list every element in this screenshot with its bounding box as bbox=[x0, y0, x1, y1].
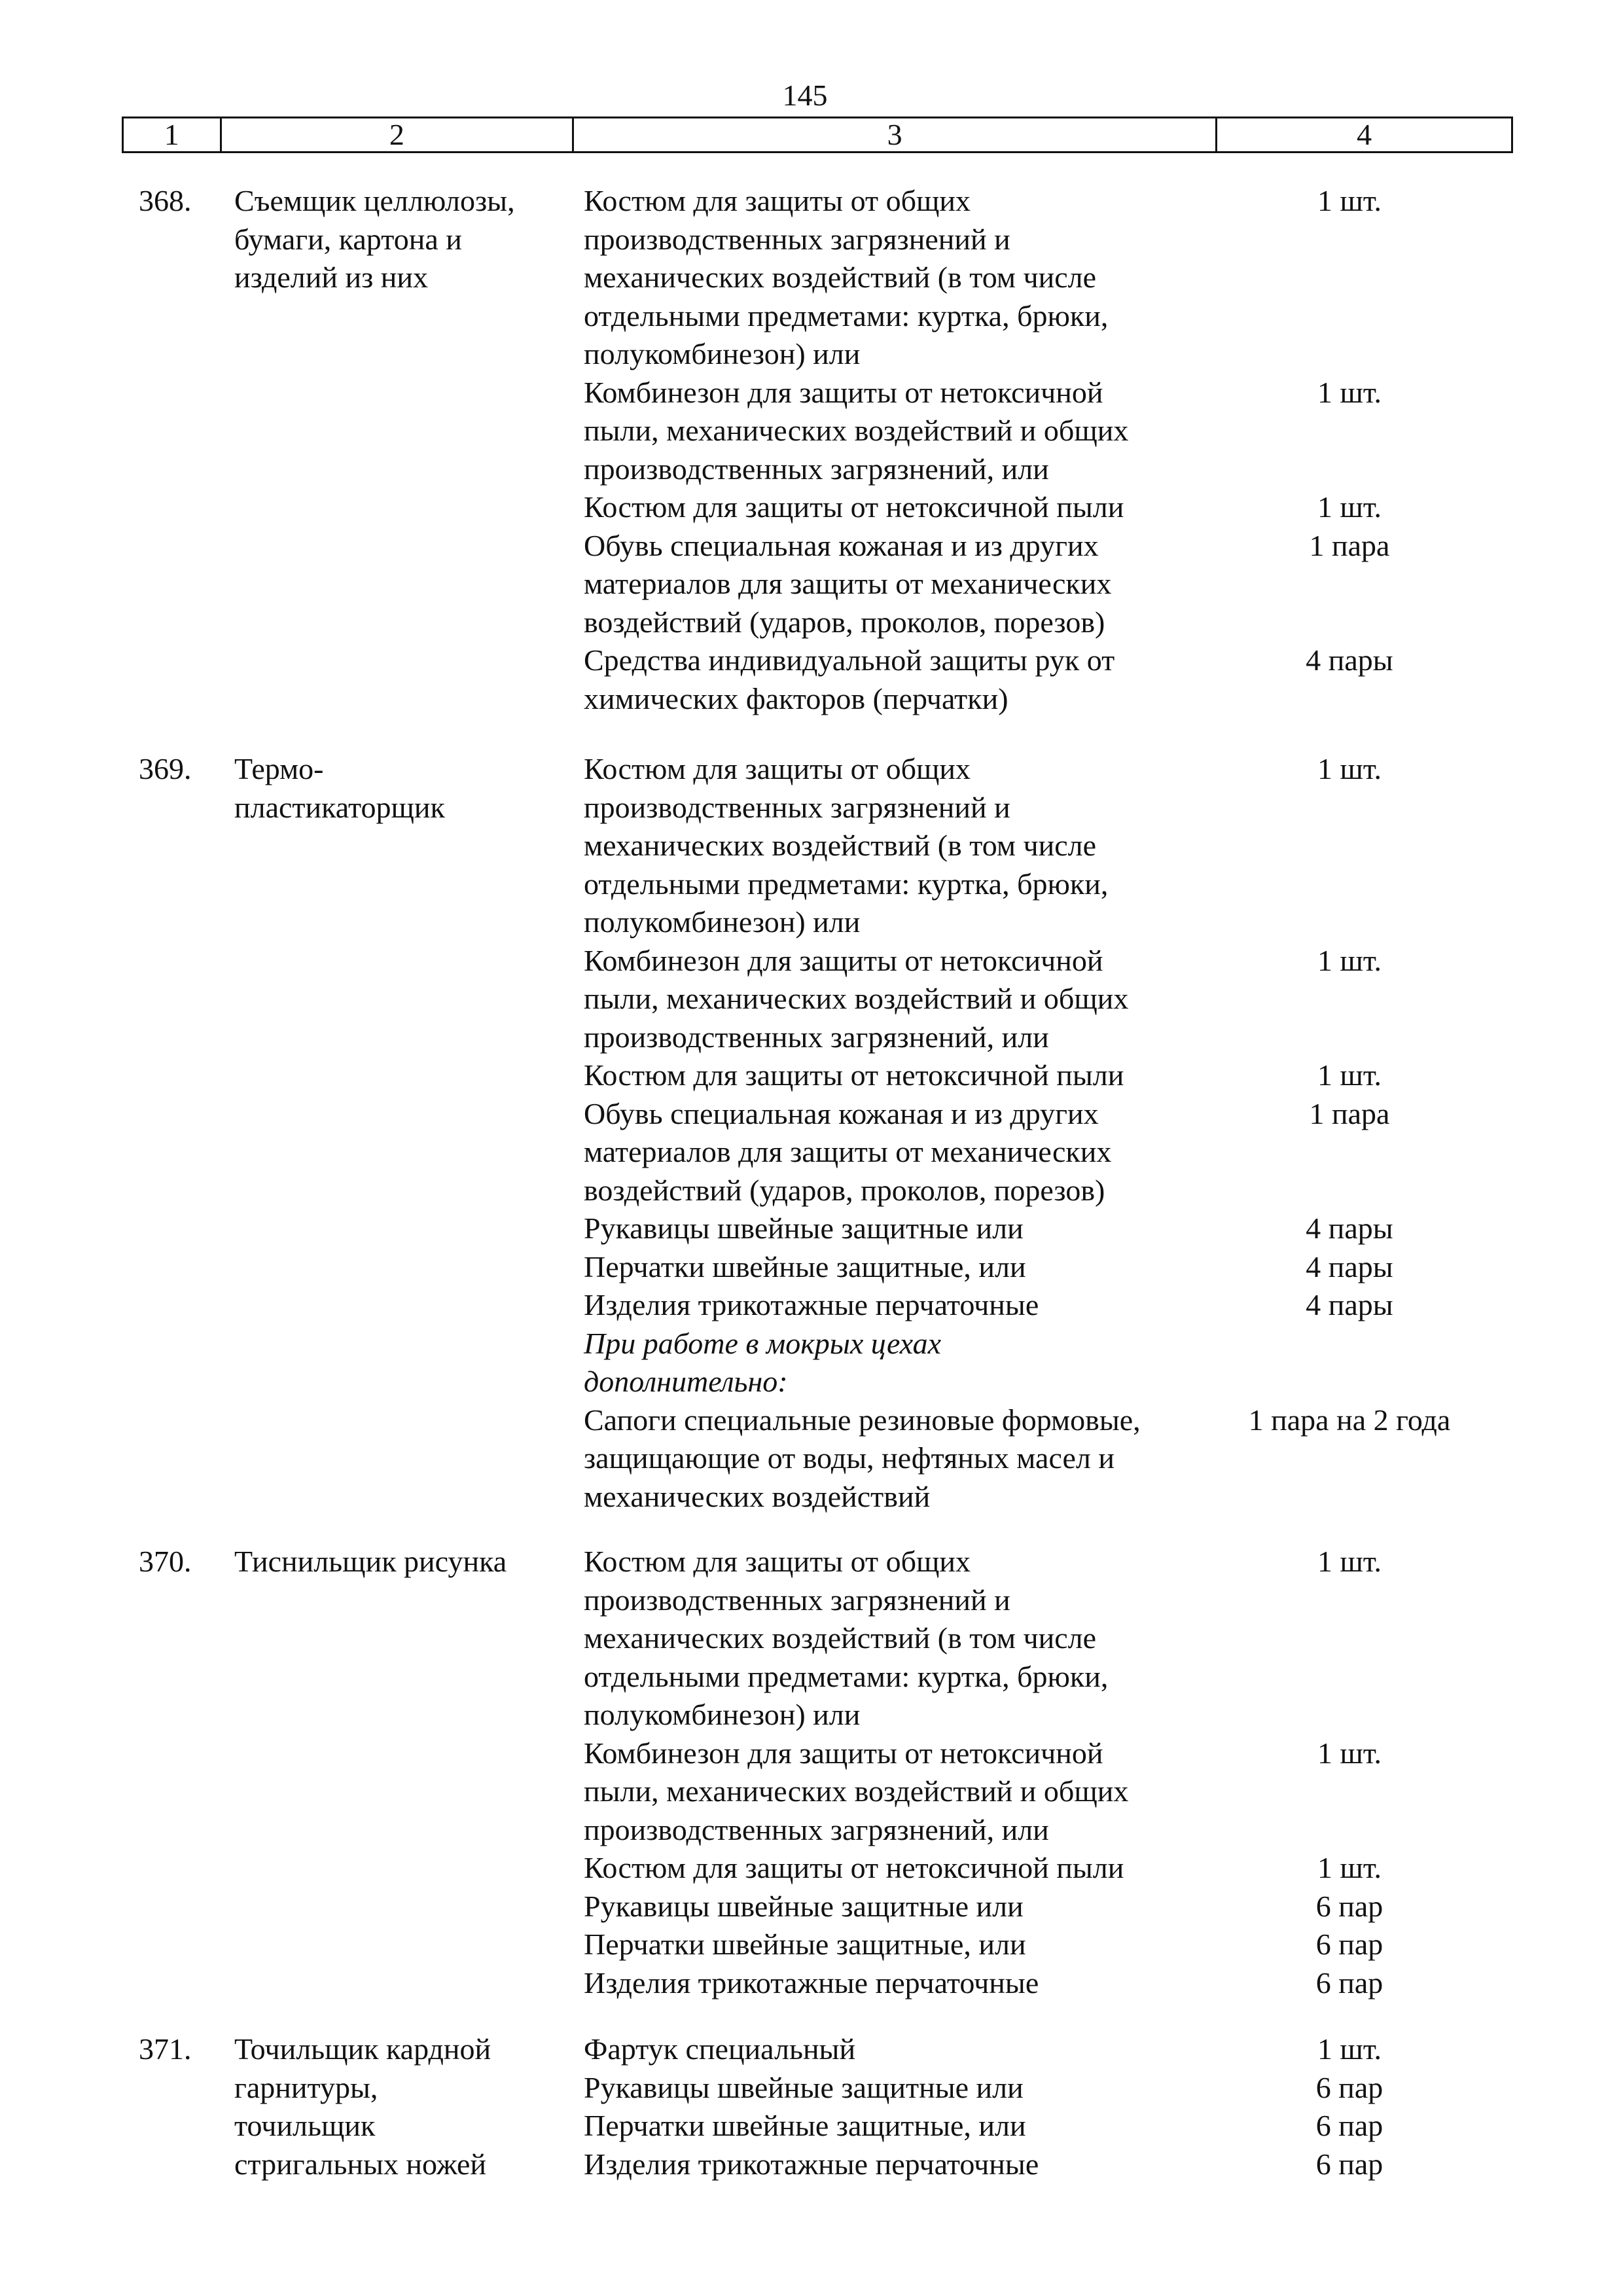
ppe-description-line: воздействий (ударов, проколов, порезов) bbox=[584, 605, 1105, 639]
ppe-description-line: производственных загрязнений, или bbox=[584, 1812, 1049, 1846]
ppe-item bbox=[584, 750, 1500, 942]
ppe-description bbox=[584, 2145, 1232, 2184]
ppe-item bbox=[584, 1964, 1500, 2003]
ppe-description-line: Обувь специальная кожаная и из других bbox=[584, 528, 1099, 562]
ppe-description-line: механических воздействий (в том числе bbox=[584, 260, 1097, 294]
ppe-quantity: 4 пары bbox=[1306, 1211, 1393, 1245]
ppe-description bbox=[584, 750, 1232, 942]
ppe-description-line: Перчатки швейные защитные, или bbox=[584, 2109, 1026, 2142]
column-header-4: 4 bbox=[1357, 118, 1372, 151]
ppe-item bbox=[584, 182, 1500, 374]
ppe-quantity: 1 шт. bbox=[1317, 1058, 1382, 1092]
ppe-quantity: 6 пар bbox=[1315, 1889, 1383, 1923]
profession-name bbox=[234, 182, 575, 297]
ppe-quantity: 1 шт. bbox=[1317, 184, 1382, 217]
profession-name bbox=[234, 750, 575, 827]
ppe-description-line: механических воздействий bbox=[584, 1479, 931, 1513]
ppe-description-line: полукомбинезон) или bbox=[584, 905, 861, 939]
ppe-description-line: Комбинезон для защиты от нетоксичной bbox=[584, 943, 1103, 977]
ppe-quantity: 1 шт. bbox=[1317, 2032, 1382, 2066]
ppe-quantity: 4 пары bbox=[1306, 1288, 1393, 1321]
ppe-description bbox=[584, 1210, 1232, 1248]
profession-line: гарнитуры, bbox=[234, 2070, 378, 2104]
ppe-item bbox=[584, 2030, 1500, 2069]
ppe-description-line: Фартук специальный bbox=[584, 2032, 856, 2066]
ppe-description bbox=[584, 1734, 1232, 1850]
ppe-description-line: Костюм для защиты от общих bbox=[584, 752, 971, 785]
ppe-description-line: производственных загрязнений и bbox=[584, 222, 1010, 256]
ppe-description-line: Обувь специальная кожаная и из других bbox=[584, 1096, 1099, 1130]
ppe-quantity: 1 пара bbox=[1309, 528, 1390, 562]
ppe-quantity: 1 шт. bbox=[1317, 752, 1382, 785]
column-header-1: 1 bbox=[124, 118, 222, 151]
ppe-item bbox=[584, 1401, 1500, 1516]
ppe-description-line: производственных загрязнений, или bbox=[584, 1020, 1049, 1054]
column-header-3: 3 bbox=[574, 118, 1217, 151]
ppe-description bbox=[584, 374, 1232, 489]
row-number: 371. bbox=[139, 2032, 192, 2066]
ppe-description-line: дополнительно: bbox=[584, 1365, 788, 1398]
ppe-quantity: 6 пар bbox=[1315, 1928, 1383, 1961]
ppe-description-line: отдельными предметами: куртка, брюки, bbox=[584, 867, 1109, 901]
profession-line: Тиснильщик рисунка bbox=[234, 1545, 507, 1578]
ppe-description-line: пыли, механических воздействий и общих bbox=[584, 982, 1129, 1015]
ppe-description bbox=[584, 1056, 1232, 1095]
ppe-description bbox=[584, 1325, 1232, 1401]
ppe-description-line: Перчатки швейные защитные, или bbox=[584, 1928, 1026, 1961]
ppe-description bbox=[584, 1543, 1232, 1734]
ppe-item bbox=[584, 488, 1500, 527]
profession-name bbox=[234, 1543, 575, 1581]
ppe-description-line: Комбинезон для защиты от нетоксичной bbox=[584, 1736, 1103, 1770]
ppe-item bbox=[584, 1926, 1500, 1964]
profession-line: пластикаторщик bbox=[234, 790, 445, 824]
profession-name bbox=[234, 2030, 575, 2183]
column-header-row bbox=[122, 117, 1513, 153]
ppe-item bbox=[584, 1095, 1500, 1210]
ppe-description-line: Рукавицы швейные защитные или bbox=[584, 1889, 1024, 1923]
row-number: 368. bbox=[139, 184, 192, 217]
profession-line: Точильщик кардной bbox=[234, 2032, 491, 2066]
ppe-quantity: 1 шт. bbox=[1317, 1736, 1382, 1770]
ppe-quantity: 1 шт. bbox=[1317, 1545, 1382, 1578]
ppe-item bbox=[584, 2069, 1500, 2108]
ppe-description-line: механических воздействий (в том числе bbox=[584, 829, 1097, 862]
ppe-description-line: материалов для защиты от механических bbox=[584, 567, 1112, 600]
ppe-description-line: пыли, механических воздействий и общих bbox=[584, 414, 1129, 447]
ppe-description-line: воздействий (ударов, проколов, порезов) bbox=[584, 1173, 1105, 1207]
ppe-quantity: 6 пар bbox=[1315, 2147, 1383, 2181]
ppe-description-line: производственных загрязнений и bbox=[584, 790, 1010, 824]
ppe-description-line: полукомбинезон) или bbox=[584, 337, 861, 370]
profession-line: бумаги, картона и bbox=[234, 222, 462, 256]
ppe-description-line: При работе в мокрых цехах bbox=[584, 1326, 941, 1360]
ppe-description-line: отдельными предметами: куртка, брюки, bbox=[584, 1659, 1109, 1693]
ppe-quantity: 1 пара bbox=[1309, 1096, 1390, 1130]
ppe-description-line: Изделия трикотажные перчаточные bbox=[584, 1288, 1039, 1321]
ppe-description bbox=[584, 1095, 1232, 1210]
ppe-item bbox=[584, 374, 1500, 489]
ppe-description-line: Костюм для защиты от нетоксичной пыли bbox=[584, 1058, 1124, 1092]
ppe-quantity: 4 пары bbox=[1306, 643, 1393, 677]
ppe-item bbox=[584, 942, 1500, 1057]
ppe-description-line: материалов для защиты от механических bbox=[584, 1135, 1112, 1168]
ppe-description bbox=[584, 1964, 1232, 2003]
row-number: 369. bbox=[139, 752, 192, 785]
ppe-item bbox=[584, 2145, 1500, 2184]
profession-line: Съемщик целлюлозы, bbox=[234, 184, 515, 217]
profession-line: точильщик bbox=[234, 2109, 376, 2142]
ppe-description bbox=[584, 2107, 1232, 2145]
profession-line: изделий из них bbox=[234, 260, 428, 294]
ppe-description bbox=[584, 488, 1232, 527]
ppe-description bbox=[584, 1401, 1232, 1516]
ppe-description bbox=[584, 2069, 1232, 2108]
ppe-description-line: Костюм для защиты от общих bbox=[584, 1545, 971, 1578]
ppe-description bbox=[584, 1926, 1232, 1964]
ppe-description-line: защищающие от воды, нефтяных масел и bbox=[584, 1441, 1115, 1475]
ppe-item bbox=[584, 2107, 1500, 2145]
ppe-description-line: Костюм для защиты от нетоксичной пыли bbox=[584, 490, 1124, 524]
ppe-item bbox=[584, 1849, 1500, 1888]
ppe-item bbox=[584, 527, 1500, 642]
ppe-quantity: 1 шт. bbox=[1317, 375, 1382, 409]
ppe-description-line: Рукавицы швейные защитные или bbox=[584, 2070, 1024, 2104]
ppe-description-line: пыли, механических воздействий и общих bbox=[584, 1774, 1129, 1808]
ppe-list bbox=[584, 182, 1500, 718]
ppe-description-line: производственных загрязнений, или bbox=[584, 452, 1049, 486]
ppe-description bbox=[584, 527, 1232, 642]
ppe-description bbox=[584, 1888, 1232, 1926]
ppe-description bbox=[584, 1286, 1232, 1325]
ppe-quantity: 6 пар bbox=[1315, 2070, 1383, 2104]
ppe-description-line: Рукавицы швейные защитные или bbox=[584, 1211, 1024, 1245]
ppe-list bbox=[584, 2030, 1500, 2183]
ppe-description bbox=[584, 182, 1232, 374]
ppe-description-line: производственных загрязнений и bbox=[584, 1583, 1010, 1617]
ppe-description-line: Костюм для защиты от нетоксичной пыли bbox=[584, 1851, 1124, 1884]
profession-line: Термо- bbox=[234, 752, 324, 785]
ppe-list bbox=[584, 750, 1500, 1516]
ppe-description-line: механических воздействий (в том числе bbox=[584, 1621, 1097, 1655]
ppe-quantity: 1 шт. bbox=[1317, 490, 1382, 524]
ppe-list bbox=[584, 1543, 1500, 2002]
ppe-description-line: химических факторов (перчатки) bbox=[584, 681, 1008, 715]
ppe-quantity: 1 шт. bbox=[1317, 1851, 1382, 1884]
ppe-description bbox=[584, 1849, 1232, 1888]
ppe-description-line: Комбинезон для защиты от нетоксичной bbox=[584, 375, 1103, 409]
ppe-quantity: 1 пара на 2 года bbox=[1248, 1403, 1451, 1437]
ppe-quantity: 4 пары bbox=[1306, 1249, 1393, 1283]
ppe-description-line: отдельными предметами: куртка, брюки, bbox=[584, 298, 1109, 332]
ppe-item bbox=[584, 1325, 1500, 1401]
ppe-description-line: Сапоги специальные резиновые формовые, bbox=[584, 1403, 1141, 1437]
ppe-item bbox=[584, 1888, 1500, 1926]
ppe-description bbox=[584, 942, 1232, 1057]
ppe-description-line: полукомбинезон) или bbox=[584, 1698, 861, 1731]
row-number: 370. bbox=[139, 1545, 192, 1578]
ppe-description-line: Изделия трикотажные перчаточные bbox=[584, 2147, 1039, 2181]
ppe-item bbox=[584, 1248, 1500, 1287]
ppe-item bbox=[584, 1543, 1500, 1734]
profession-line: стригальных ножей bbox=[234, 2147, 487, 2181]
ppe-description bbox=[584, 641, 1232, 718]
page-number: 145 bbox=[782, 79, 828, 112]
column-header-2: 2 bbox=[222, 118, 574, 151]
ppe-description-line: Средства индивидуальной защиты рук от bbox=[584, 643, 1115, 677]
ppe-item bbox=[584, 1734, 1500, 1850]
ppe-quantity bbox=[1232, 1325, 1467, 1401]
ppe-item bbox=[584, 1056, 1500, 1095]
ppe-description-line: Костюм для защиты от общих bbox=[584, 184, 971, 217]
ppe-item bbox=[584, 641, 1500, 718]
ppe-quantity: 1 шт. bbox=[1317, 943, 1382, 977]
ppe-quantity: 6 пар bbox=[1315, 2109, 1383, 2142]
ppe-item bbox=[584, 1286, 1500, 1325]
ppe-item bbox=[584, 1210, 1500, 1248]
ppe-description bbox=[584, 1248, 1232, 1287]
ppe-quantity: 6 пар bbox=[1315, 1965, 1383, 2000]
ppe-description-line: Изделия трикотажные перчаточные bbox=[584, 1965, 1039, 2000]
ppe-description-line: Перчатки швейные защитные, или bbox=[584, 1249, 1026, 1283]
ppe-description bbox=[584, 2030, 1232, 2069]
